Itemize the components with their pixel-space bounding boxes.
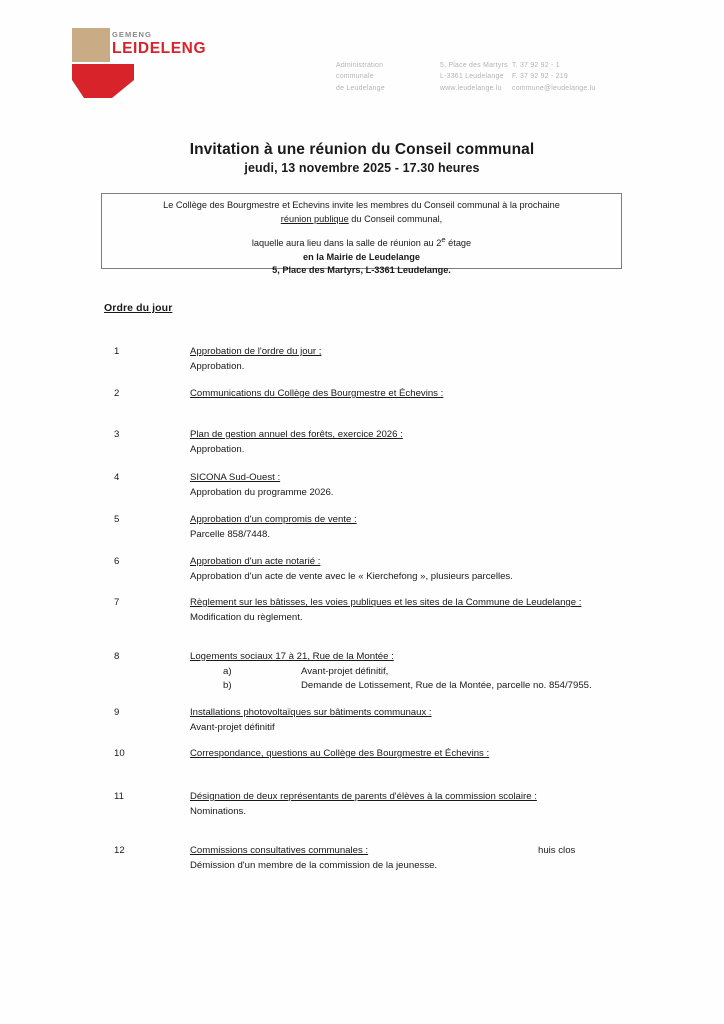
notice-line-1: Le Collège des Bourgmestre et Echevins invite les membres du Conseil communal à la prochaine: [163, 200, 560, 210]
address-column-contact: [512, 60, 596, 94]
agenda-item: [0, 428, 724, 457]
agenda-item: [0, 471, 724, 500]
agenda-item-description: Approbation.: [190, 360, 245, 372]
page-title-block: [0, 140, 724, 177]
agenda-item-number: 3: [114, 429, 120, 440]
agenda-item-title: Approbation d'un compromis de vente :: [190, 514, 357, 525]
agenda-item-description: Approbation du programme 2026.: [190, 486, 334, 498]
address-line: 5, Place des Martyrs: [440, 62, 508, 69]
agenda-sub-item-text: Demande de Lotissement, Rue de la Montée, parcelle no. 854/7955.: [301, 680, 592, 691]
agenda-heading: Ordre du jour: [104, 302, 173, 314]
notice-line-2: [102, 213, 621, 227]
notice-public-meeting-emphasis: réunion publique: [280, 213, 349, 224]
page-subtitle: jeudi, 13 novembre 2025 - 17.30 heures: [244, 161, 480, 175]
agenda-item-title: Installations photovoltaïques sur bâtiments communaux :: [190, 707, 432, 718]
agenda-item-title: Commissions consultatives communales :: [190, 845, 369, 856]
agenda-item-title: SICONA Sud-Ouest :: [190, 472, 281, 483]
agenda-item-description: Avant-projet définitif: [190, 721, 275, 733]
agenda-item: [0, 555, 724, 584]
agenda-item: [0, 747, 724, 762]
agenda-item-number: 6: [114, 556, 120, 567]
logo-leideleng-text: LEIDELENG: [112, 40, 207, 57]
commune-logo: [72, 28, 302, 100]
agenda-item-title: Approbation de l'ordre du jour ;: [190, 346, 322, 357]
agenda-item-description: Modification du règlement.: [190, 611, 303, 623]
agenda-item-description: Approbation.: [190, 443, 245, 455]
address-line: L-3361 Leudelange: [440, 73, 504, 81]
agenda-item-description: Parcelle 858/7448.: [190, 528, 271, 540]
agenda-item-number: 10: [114, 748, 125, 759]
agenda-item-description: Démission d'un membre de la commission de la jeunesse.: [190, 859, 438, 871]
agenda-item-number: 8: [114, 651, 120, 662]
agenda-item-title: Communications du Collège des Bourgmestre et Échevins :: [190, 388, 444, 399]
page-title: Invitation à une réunion du Conseil communal: [189, 141, 535, 158]
agenda-item: [0, 387, 724, 402]
agenda-item-title: Désignation de deux représentants de parents d'élèves à la commission scolaire :: [190, 791, 537, 802]
agenda-item-description: Approbation d'un acte de vente avec le « Kierchefong », plusieurs parcelles.: [190, 570, 513, 582]
agenda-item-title: Règlement sur les bâtisses, les voies publiques et les sites de la Commune de Leudelange :: [190, 597, 582, 608]
agenda-item: [0, 513, 724, 542]
agenda-item: [0, 345, 724, 374]
meeting-notice-text: [102, 194, 621, 278]
notice-spacer: [102, 226, 621, 233]
agenda-item-title: Logements sociaux 17 à 21, Rue de la Montée :: [190, 651, 394, 662]
notice-line-2-rest: du Conseil communal,: [348, 213, 443, 224]
address-website: www.leudelange.lu: [440, 84, 502, 92]
agenda-item-body: [190, 790, 618, 819]
agenda-item-number: 11: [114, 791, 124, 802]
agenda-sub-item-label: a): [223, 665, 232, 677]
notice-line-3: [102, 233, 621, 251]
agenda-item: [0, 844, 724, 873]
agenda-item-title: Plan de gestion annuel des forêts, exercice 2026 :: [190, 429, 403, 440]
agenda-item-body: [190, 596, 618, 625]
agenda-item-title: Approbation d'un acte notarié :: [190, 556, 321, 567]
agenda-sub-item: [190, 665, 618, 680]
agenda-item-number: 12: [114, 845, 125, 856]
agenda-sub-item: [190, 679, 618, 694]
agenda-item-number: 5: [114, 514, 120, 525]
agenda-item-number: 2: [114, 388, 120, 399]
agenda-item: [0, 790, 724, 819]
logo-gemeng-text: GEMENG: [112, 30, 152, 39]
agenda-item-body: [190, 650, 618, 694]
notice-ordinal-suffix: e: [441, 235, 446, 244]
address-fax: F. 37 92 92 - 219: [512, 73, 568, 81]
address-phone: T. 37 92 92 - 1: [512, 62, 560, 69]
address-column-location: [440, 60, 508, 94]
address-line: communale: [336, 73, 374, 81]
agenda-item-body: [190, 345, 618, 374]
agenda-item-closed-session-note: huis clos: [538, 845, 576, 856]
address-line: de Leudelange: [336, 84, 385, 92]
agenda-sub-item-text: Avant-projet définitif,: [301, 665, 389, 677]
address-line: Administration: [336, 62, 384, 69]
agenda-item-body: [190, 706, 618, 735]
logo-wordmark: [112, 30, 292, 58]
agenda-item-body: [190, 513, 618, 542]
address-column-administration: [336, 60, 385, 94]
agenda-item-body: [190, 387, 618, 402]
agenda-item-body: [190, 747, 618, 762]
meeting-notice-box: [101, 193, 622, 276]
notice-venue-name: en la Mairie de Leudelange: [303, 251, 420, 262]
agenda-item-number: 1: [114, 346, 120, 357]
notice-venue-address: 5, Place des Martyrs, L-3361 Leudelange.: [272, 265, 451, 276]
agenda-item-body: [190, 471, 618, 500]
agenda-item-title: Correspondance, questions au Collège des Bourgmestre et Échevins :: [190, 748, 490, 759]
agenda-item: [0, 650, 724, 694]
agenda-item-number: 4: [114, 472, 120, 483]
agenda-item-description: Nominations.: [190, 805, 246, 817]
address-email: commune@leudelange.lu: [512, 84, 596, 92]
notice-venue-floor: laquelle aura lieu dans la salle de réunion au 2: [251, 238, 442, 249]
agenda-item-body: [190, 555, 618, 584]
agenda-sub-item-label: b): [223, 680, 232, 691]
agenda-item-body: [190, 428, 618, 457]
agenda-item-number: 7: [114, 597, 120, 608]
agenda-item: [0, 596, 724, 625]
notice-venue-floor-rest: étage: [445, 238, 472, 249]
agenda-item: [0, 706, 724, 735]
agenda-item-number: 9: [114, 707, 120, 718]
